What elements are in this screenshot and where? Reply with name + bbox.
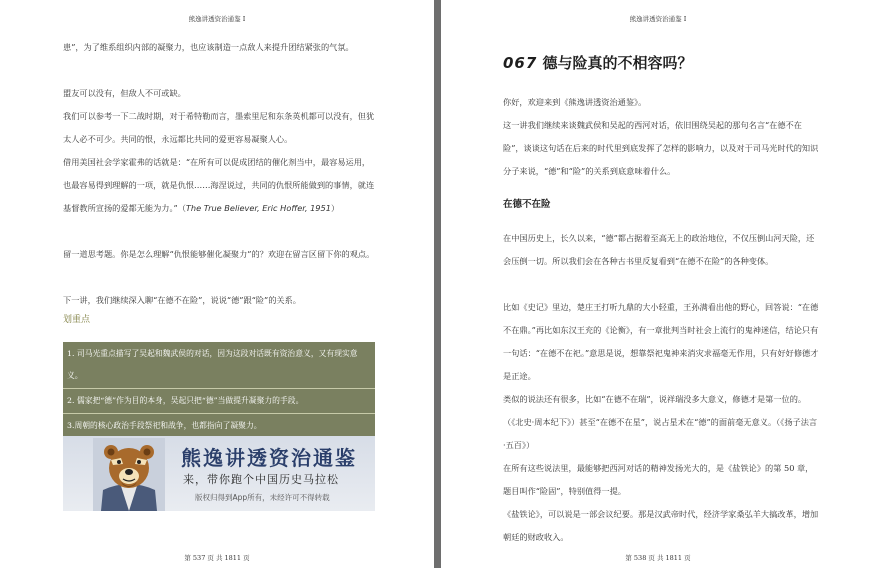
key-points-box [63,342,375,438]
key-point: 1. 司马光重点描写了吴起和魏武侯的对话，因为这段对话既有资治意义，又有现实意义。 [63,342,375,389]
paragraph: 患”，为了维系组织内部的凝聚力，也应该制造一点敌人来提升团结紧张的气氛。 [63,42,354,52]
paragraph: 你好，欢迎来到《熊逸讲透资治通鉴》。 [503,97,647,107]
page-number-footer: 第 538 页 共 1811 页 [625,554,691,562]
bear-mascot-icon [93,438,165,511]
running-head: 熊逸讲透资治通鉴 I [629,15,687,23]
paragraph-quote [63,151,375,220]
section-label: 划重点 [63,315,91,325]
quote-text: 借用美国社会学家霍弗的话就是：“在所有可以促成团结的催化剂当中，最容易运用，也最容易得到理解的一项，就是仇恨……海涅说过，共同的仇恨所能做到的事情，就连基督教所宣扬的爱都无能为力。”（ [63,157,375,213]
banner-subtitle: 来，带你跑个中国历史马拉松 [183,473,339,486]
key-point: 3.周朝的核心政治手段祭祀和战争，也都指向了凝聚力。 [67,421,262,430]
section-subheading: 在德不在险 [503,199,551,210]
paragraph: 下一讲，我们继续深入聊“在德不在险”，说说“德”跟“险”的关系。 [63,295,301,305]
running-head: 熊逸讲透资治通鉴 I [188,15,246,23]
paragraph: 在所有这些说法里，最能够把西河对话的精神发扬光大的，是《盐铁论》的第 50 章，题目叫作“险固”，特别值得一提。 [503,463,814,496]
paragraph: 比如《史记》里边，楚庄王打听九鼎的大小轻重，王孙满看出他的野心，回答说：“在德不在鼎。”再比如东汉王充的《论衡》，有一章批判当时社会上流行的鬼神迷信，结论只有一句话：“在德不在祀。”意思是说，想靠祭祀鬼神来消灾求福毫无作用，只有好好修德才是正途。 [503,302,819,381]
course-banner [63,436,375,511]
paragraph: 盟友可以没有，但敌人不可或缺。 [63,88,186,98]
chapter-number: 067 [503,54,538,72]
paragraph: 在中国历史上，长久以来，“德”都占据着至高无上的政治地位，不仅压倒山河天险，还会压倒一切。所以我们会在各种古书里反复看到“在德不在险”的各种变体。 [503,233,815,266]
citation-close: ） [330,203,340,213]
page-gutter [434,0,441,568]
paragraph: 留一道思考题。你是怎么理解“仇恨能够催化凝聚力”的？欢迎在留言区留下你的观点。 [63,249,375,259]
banner-copyright: 版权归得到App所有，未经许可不得转载 [195,493,330,502]
key-point: 2. 儒家把“德”作为目的本身，吴起只把“德”当做提升凝聚力的手段。 [63,389,375,414]
document-page-left [0,0,434,568]
chapter-title: 德与险真的不相容吗？ [542,54,693,72]
paragraph: 这一讲我们继续来谈魏武侯和吴起的西河对话，依旧围绕吴起的那句名言“在德不在险”，谈谈这句话在后来的时代里到底发挥了怎样的影响力，以及对于司马光时代的知识分子来说，“德”和“险”的关系到底意味着什么。 [503,120,819,176]
chapter-heading [503,52,693,73]
paragraph: 《盐铁论》，可以说是一部会议纪要。那是汉武帝时代，经济学家桑弘羊大搞改革，增加朝廷的财政收入。 [503,509,819,542]
paragraph: 类似的说法还有很多，比如“在德不在瑞”，说祥瑞没多大意义，修德才是第一位的。（《北史·周本纪下》）甚至“在德不在星”，说占星术在“德”的面前毫无意义。（《扬子法言·五百》） [503,394,818,450]
page-number-footer: 第 537 页 共 1811 页 [184,554,250,562]
paragraph: 我们可以参考一下二战时期，对于希特勒而言，墨索里尼和东条英机都可以没有，但犹太人必不可少。共同的恨，永远都比共同的爱更容易凝聚人心。 [63,111,375,144]
citation: The True Believer, Eric Hoffer, 1951 [185,203,331,213]
banner-title: 熊逸讲透资治通鉴 [181,446,357,470]
